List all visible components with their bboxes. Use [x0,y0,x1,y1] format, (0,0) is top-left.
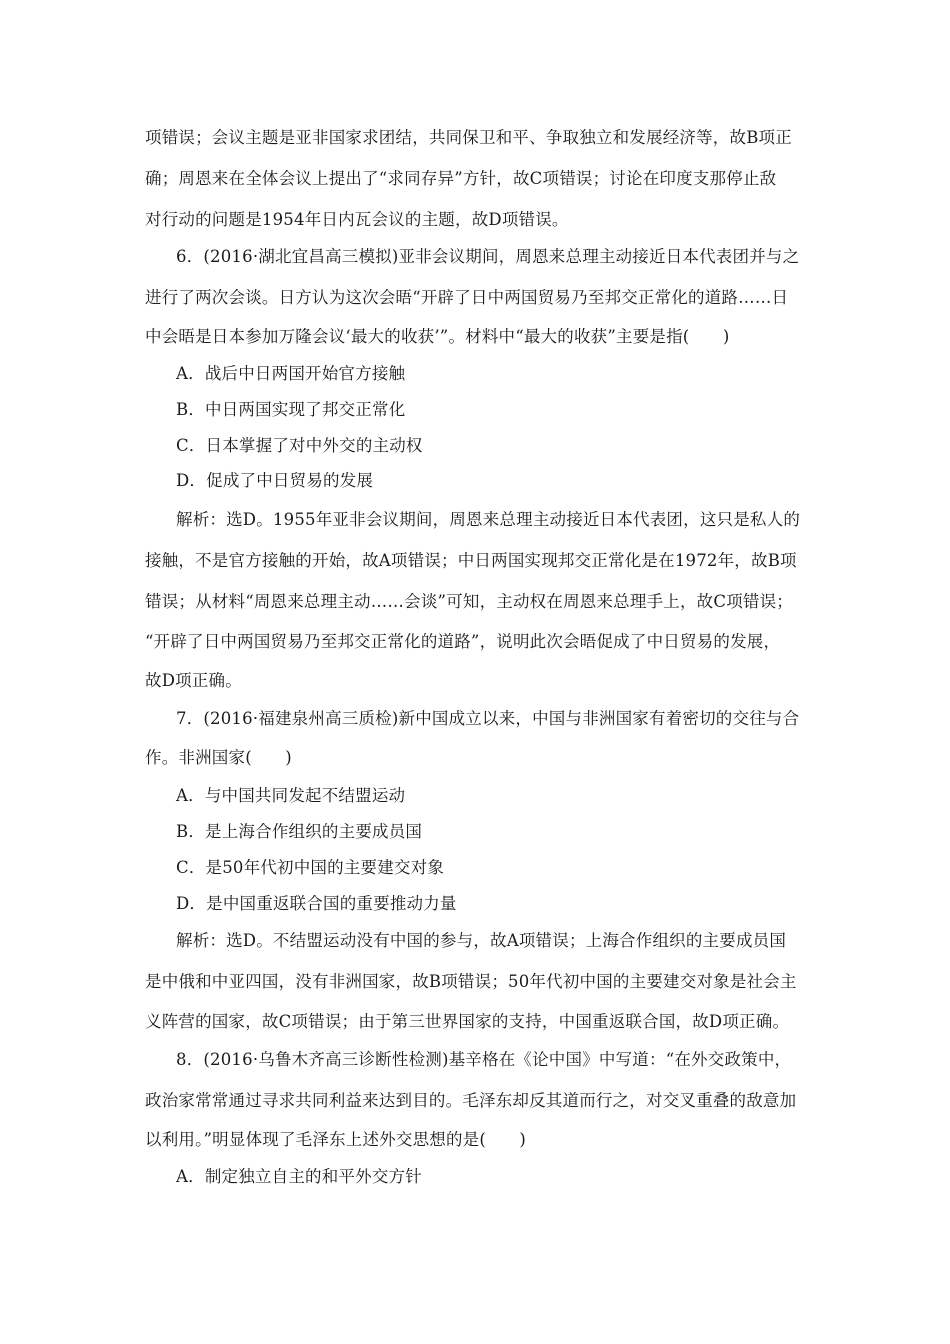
question-6-option-c: C．日本掌握了对中外交的主动权 [176,436,423,455]
question-7-option-d: D．是中国重返联合国的重要推动力量 [176,894,457,913]
text-line: 项错误；会议主题是亚非国家求团结，共同保卫和平、争取独立和发展经济等，故B项正 [145,128,792,147]
question-7-option-c: C．是50年代初中国的主要建交对象 [176,858,445,877]
text-line: 以利用。”明显体现了毛泽东上述外交思想的是( ) [145,1130,527,1149]
text-line: 作。非洲国家( ) [145,748,292,767]
question-7-option-a: A．与中国共同发起不结盟运动 [176,786,406,805]
text-line: “开辟了日中两国贸易乃至邦交正常化的道路”，说明此次会晤促成了中日贸易的发展， [145,632,781,651]
question-7-stem: 7．(2016·福建泉州高三质检)新中国成立以来，中国与非洲国家有着密切的交往与合 [176,709,800,728]
text-line: 错误；从材料“周恩来总理主动……会谈”可知，主动权在周恩来总理手上，故C项错误； [145,592,793,611]
text-line: 政治家常常通过寻求共同利益来达到目的。毛泽东却反其道而行之，对交叉重叠的敌意加 [145,1091,797,1110]
text-line: 进行了两次会谈。日方认为这次会晤“开辟了日中两国贸易乃至邦交正常化的道路……日 [145,288,789,307]
text-line: 义阵营的国家，故C项错误；由于第三世界国家的支持，中国重返联合国，故D项正确。 [145,1012,790,1031]
question-8-stem: 8．(2016·乌鲁木齐高三诊断性检测)基辛格在《论中国》中写道：“在外交政策中， [176,1050,792,1069]
text-line: 确；周恩来在全体会议上提出了“求同存异”方针，故C项错误；讨论在印度支那停止敌 [145,169,777,188]
text-line: 是中俄和中亚四国，没有非洲国家，故B项错误；50年代初中国的主要建交对象是社会主 [145,972,797,991]
question-6-analysis: 解析：选D。1955年亚非会议期间，周恩来总理主动接近日本代表团，这只是私人的 [176,510,801,529]
question-7-analysis: 解析：选D。不结盟运动没有中国的参与，故A项错误；上海合作组织的主要成员国 [176,931,787,950]
question-6-option-d: D．促成了中日贸易的发展 [176,471,374,490]
question-6-stem: 6．(2016·湖北宜昌高三模拟)亚非会议期间，周恩来总理主动接近日本代表团并与之 [176,247,800,266]
text-line: 故D项正确。 [145,671,242,690]
question-6-option-a: A．战后中日两国开始官方接触 [176,364,406,383]
question-7-option-b: B．是上海合作组织的主要成员国 [176,822,423,841]
question-6-option-b: B．中日两国实现了邦交正常化 [176,400,406,419]
text-line: 中会晤是日本参加万隆会议‘最大的收获’”。材料中“最大的收获”主要是指( ) [145,327,730,346]
text-line: 接触，不是官方接触的开始，故A项错误；中日两国实现邦交正常化是在1972年，故B项 [145,551,797,570]
question-8-option-a: A．制定独立自主的和平外交方针 [176,1167,422,1186]
text-line: 对行动的问题是1954年日内瓦会议的主题，故D项错误。 [145,210,569,229]
